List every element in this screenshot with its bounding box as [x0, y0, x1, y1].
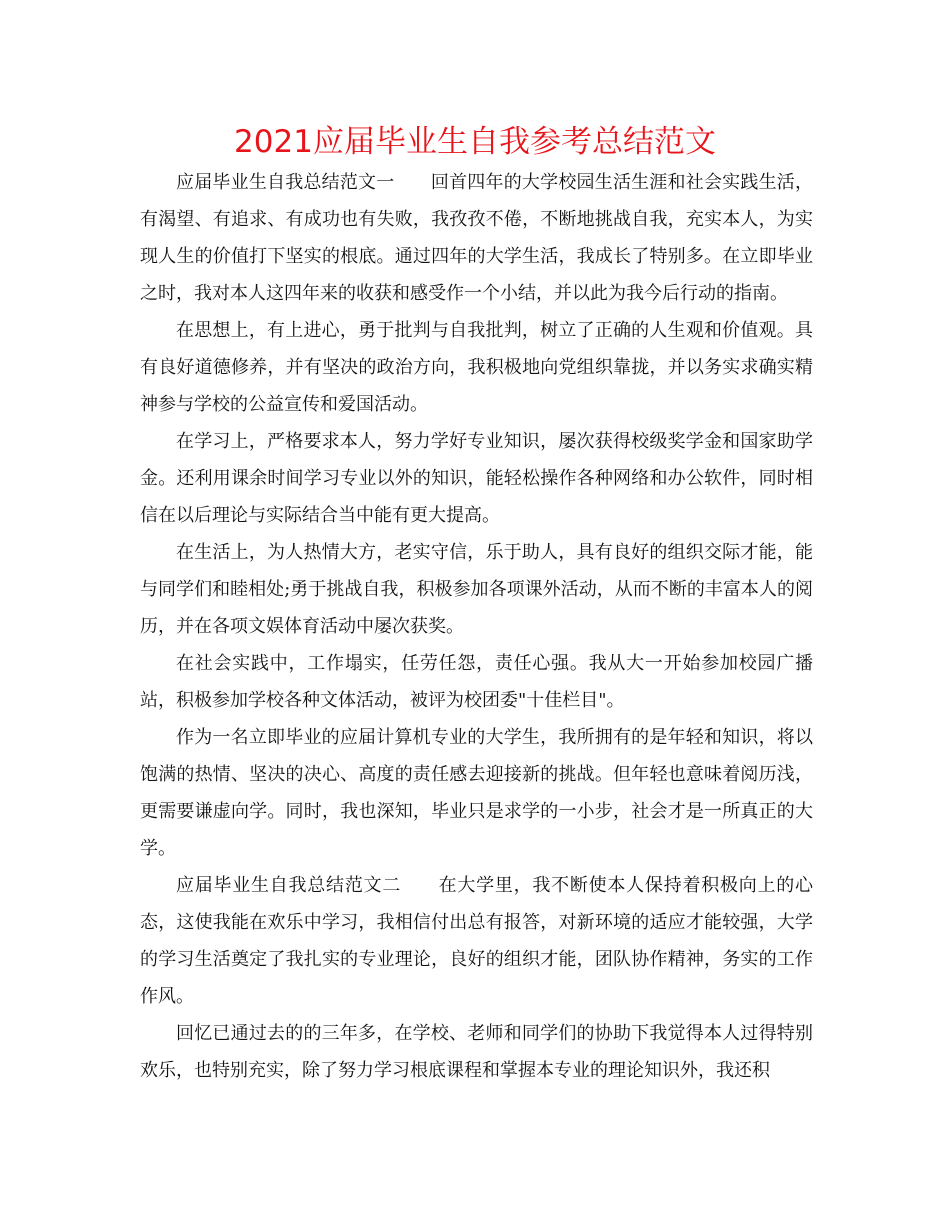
- paragraph-3: 在学习上，严格要求本人，努力学好专业知识，屡次获得校级奖学金和国家助学金。还利用课余时间学习专业以外的知识，能轻松操作各种网络和办公软件，同时相信在以后理论与实际结合当中能有更大提高。: [140, 431, 813, 526]
- paragraph-1: 应届毕业生自我总结范文一 回首四年的大学校园生活生涯和社会实践生活，有渴望、有追求、有成功也有失败，我孜孜不倦，不断地挑战自我，充实本人，为实现人生的价值打下坚实的根底。通过四年的大学生活，我成长了特别多。在立即毕业之时，我对本人这四年来的收获和感受作一个小结，并以此为我今后行动的指南。: [140, 172, 813, 304]
- document-title: 2021应届毕业生自我参考总结范文: [234, 124, 716, 160]
- paragraph-4: 在生活上，为人热情大方，老实守信，乐于助人，具有良好的组织交际才能，能与同学们和睦相处;勇于挑战自我，积极参加各项课外活动，从而不断的丰富本人的阅历，并在各项文娱体育活动中屡次获奖。: [140, 542, 813, 637]
- paragraph-5: 在社会实践中，工作塌实，任劳任怨，责任心强。我从大一开始参加校园广播站，积极参加学校各种文体活动，被评为校团委"十佳栏目"。: [140, 653, 813, 711]
- document-body: [140, 164, 813, 1089]
- paragraph-2: 在思想上，有上进心，勇于批判与自我批判，树立了正确的人生观和价值观。具有良好道德修养，并有坚决的政治方向，我积极地向党组织靠拢，并以务实求确实精神参与学校的公益宣传和爱国活动。: [140, 320, 813, 415]
- paragraph-8: 回忆已通过去的的三年多，在学校、老师和同学们的协助下我觉得本人过得特别欢乐，也特别充实，除了努力学习根底课程和掌握本专业的理论知识外，我还积: [140, 1023, 813, 1081]
- paragraph-7: 应届毕业生自我总结范文二 在大学里，我不断使本人保持着积极向上的心态，这使我能在欢乐中学习，我相信付出总有报答，对新环境的适应才能较强，大学的学习生活奠定了我扎实的专业理论，良好的组织才能，团队协作精神，务实的工作作风。: [140, 875, 813, 1007]
- paragraph-6: 作为一名立即毕业的应届计算机专业的大学生，我所拥有的是年轻和知识，将以饱满的热情、坚决的决心、高度的责任感去迎接新的挑战。但年轻也意味着阅历浅，更需要谦虚向学。同时，我也深知，毕业只是求学的一小步，社会才是一所真正的大学。: [140, 727, 813, 859]
